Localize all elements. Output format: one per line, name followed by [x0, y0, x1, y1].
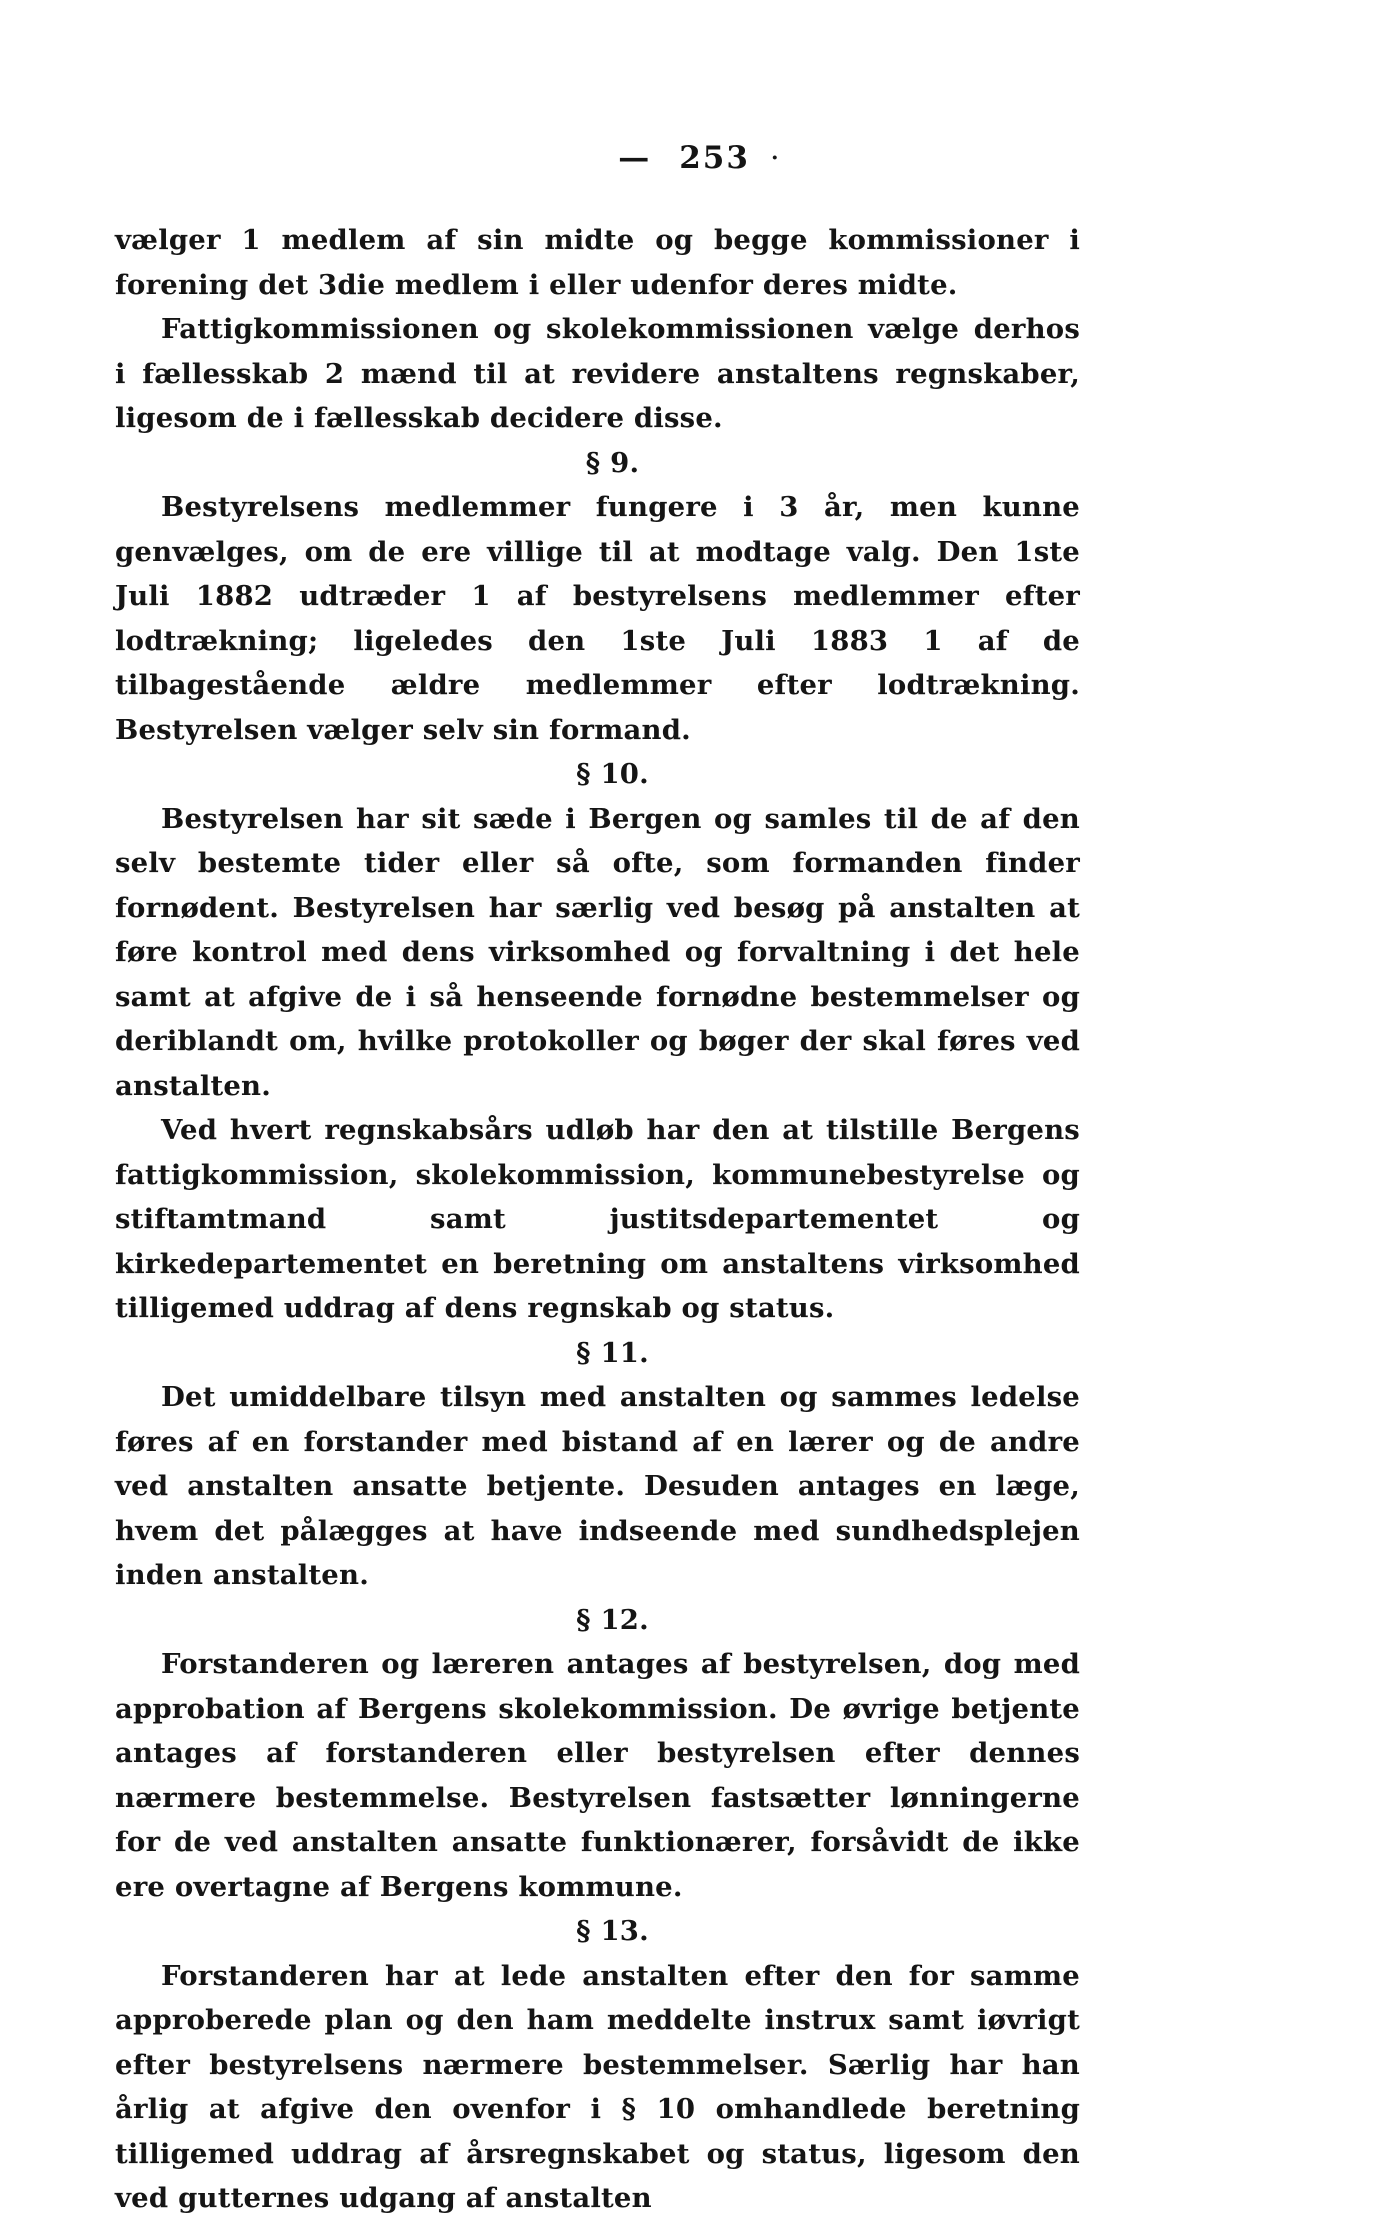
page-number: 253	[679, 140, 750, 176]
body-text	[115, 218, 1080, 2221]
paragraph: Fattigkommissionen og skolekommissionen vælge derhos i fællesskab 2 mænd til at revidere anstaltens regnskaber, ligesom de i fællesskab decidere disse.	[115, 313, 1080, 434]
page-header	[0, 140, 1400, 176]
paragraph: Bestyrelsens medlemmer fungere i 3 år, men kunne genvælges, om de ere villige til at modtage valg. Den 1ste Juli 1882 udtræder 1 af bestyrelsens medlemmer efter lodtrækning; ligeledes den 1ste Juli 1883 1 af de tilbagestående ældre medlemmer efter lodtrækning. Bestyrelsen vælger selv sin formand.	[115, 491, 1080, 746]
paragraph: vælger 1 medlem af sin midte og begge kommissioner i forening det 3die medlem i eller udenfor deres midte.	[115, 224, 1080, 301]
section-heading-9: § 9.	[585, 446, 640, 479]
section-heading-11: § 11.	[576, 1336, 649, 1369]
paragraph: Ved hvert regnskabsårs udløb har den at tilstille Bergens fattigkommission, skolekommission, kommunebestyrelse og stiftamtmand samt justitsdepartementet og kirkedepartementet en beretning om anstaltens virksomhed tilligemed uddrag af dens regnskab og status.	[115, 1114, 1080, 1324]
header-dash: —	[618, 140, 652, 176]
paragraph: Forstanderen har at lede anstalten efter den for samme approberede plan og den ham meddelte instrux samt iøvrigt efter bestyrelsens nærmere bestemmelser. Særlig har han årlig at afgive den ovenfor i § 10 omhandlede beretning tilligemed uddrag af årsregnskabet og status, ligesom den ved gutternes udgang af anstalten	[115, 1959, 1080, 2214]
paragraph: Forstanderen og læreren antages af bestyrelsen, dog med approbation af Bergens skolekommission. De øvrige betjente antages af forstanderen eller bestyrelsen efter dennes nærmere bestemmelse. Bestyrelsen fastsætter lønningerne for de ved anstalten ansatte funktionærer, forsåvidt de ikke ere overtagne af Bergens kommune.	[115, 1648, 1080, 1903]
section-heading-13: § 13.	[576, 1915, 649, 1947]
section-heading-10: § 10.	[576, 758, 649, 790]
paragraph: Bestyrelsen har sit sæde i Bergen og samles til de af den selv bestemte tider eller så ofte, som formanden finder fornødent. Bestyrelsen har særlig ved besøg på anstalten at føre kontrol med dens virksomhed og forvaltning i det hele samt at afgive de i så henseende fornødne bestemmelser og deriblandt om, hvilke protokoller og bøger der skal føres ved anstalten.	[115, 802, 1080, 1102]
section-heading-12: § 12.	[576, 1603, 649, 1636]
header-mark: ·	[769, 140, 782, 176]
paragraph: Det umiddelbare tilsyn med anstalten og sammes ledelse føres af en forstander med bistand af en lærer og de andre ved anstalten ansatte betjente. Desuden antages en læge, hvem det pålægges at have indseende med sundhedsplejen inden anstalten.	[115, 1381, 1080, 1591]
